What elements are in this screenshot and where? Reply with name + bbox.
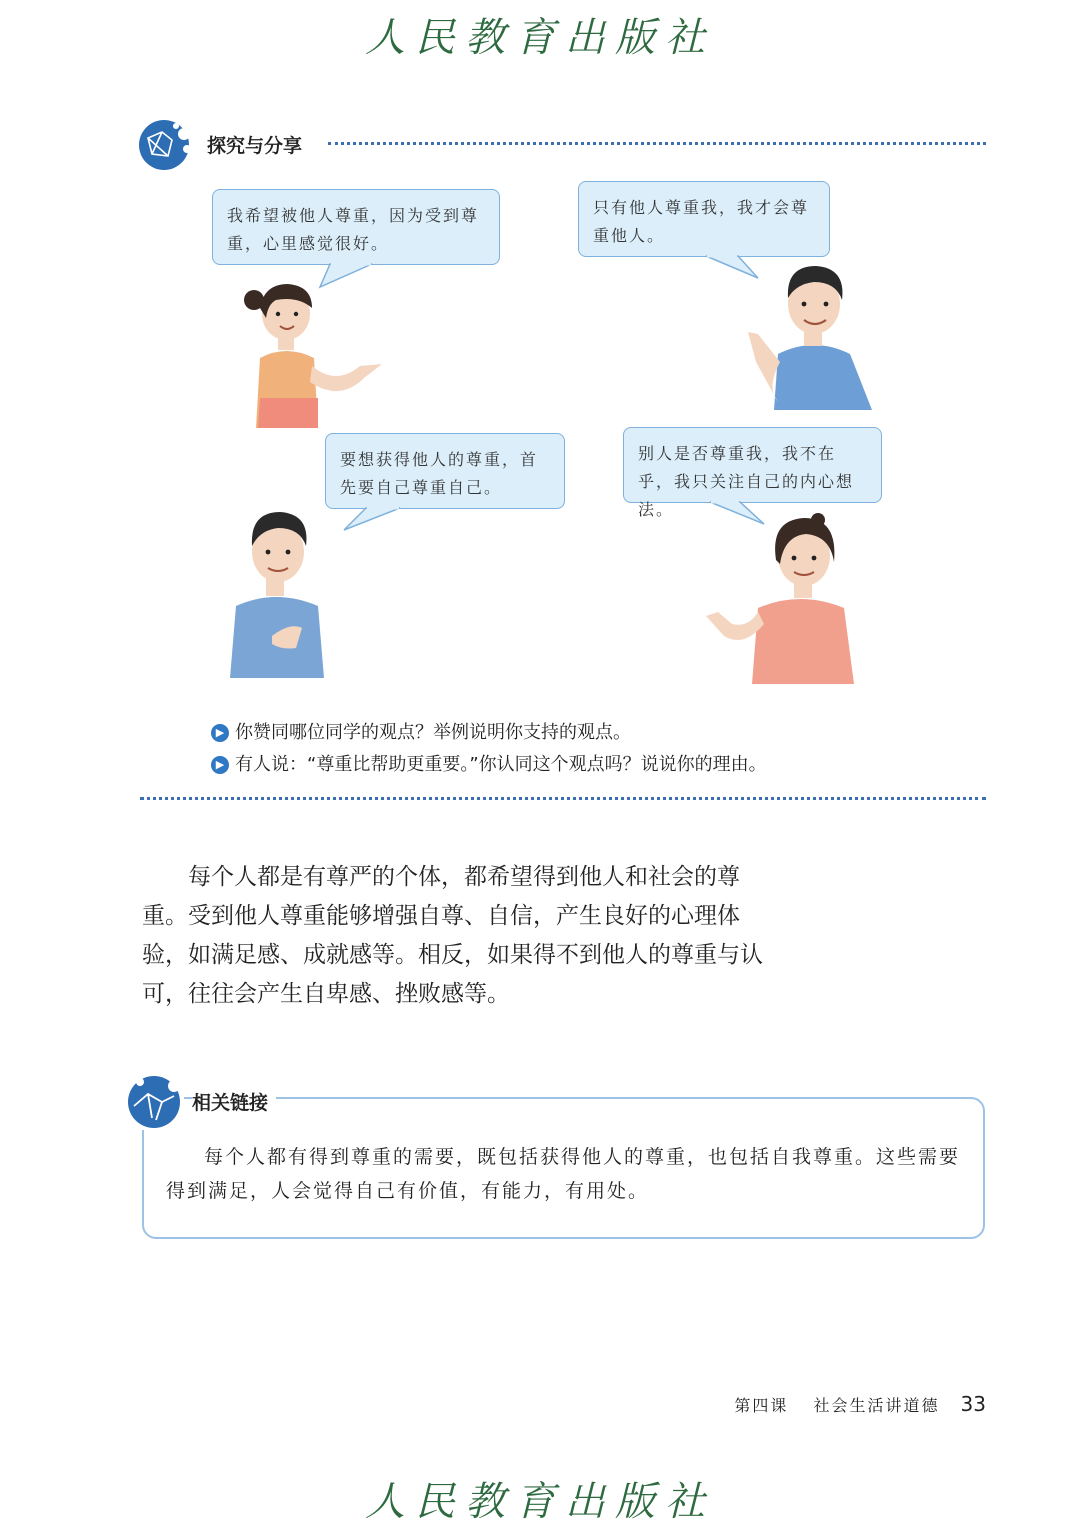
bubble-tails <box>0 0 1080 560</box>
question-text: 有人说：“尊重比帮助更重要。”你认同这个观点吗？说说你的理由。 <box>235 754 767 775</box>
student-girl-ponytail <box>236 278 386 428</box>
publisher-watermark: 人民教育出版社 <box>365 1479 715 1525</box>
related-link-content <box>166 1140 966 1208</box>
bubble-text: 只有他人尊重我，我才会尊重他人。 <box>593 198 810 245</box>
related-link-text: 每个人都有得到尊重的需要，既包括获得他人的尊重，也包括自我尊重。这些需要得到满足，人会觉得自己有价值，有能力，有用处。 <box>166 1146 961 1202</box>
bubble-text: 别人是否尊重我，我不在乎，我只关注自己的内心想法。 <box>638 444 855 519</box>
student-boy-blue-shirt <box>744 262 874 410</box>
student-girl-pink-shirt <box>704 512 858 684</box>
question-text: 你赞同哪位同学的观点？举例说明你支持的观点。 <box>235 722 631 743</box>
chapter-title: 社会生活讲道德 <box>813 1396 940 1415</box>
question-1 <box>211 718 631 744</box>
related-link-title: 相关链接 <box>192 1088 276 1115</box>
page-footer <box>734 1392 986 1416</box>
body-paragraph <box>142 858 782 1014</box>
section-divider <box>140 797 986 800</box>
publisher-watermark: 人民教育出版社 <box>365 15 715 61</box>
explore-section-title: 探究与分享 <box>207 135 303 157</box>
lesson-label: 第四课 <box>734 1396 789 1415</box>
question-2 <box>211 750 767 776</box>
bubble-text: 我希望被他人尊重，因为受到尊重，心里感觉很好。 <box>227 206 480 253</box>
body-text: 每个人都是有尊严的个体，都希望得到他人和社会的尊重。受到他人尊重能够增强自尊、自信，产生良好的心理体验，如满足感、成就感等。相反，如果得不到他人的尊重与认可，往往会产生自卑感、挫败感等。 <box>142 864 763 1007</box>
chevron-right-icon: ▶ <box>211 724 229 742</box>
bubble-text: 要想获得他人的尊重，首先要自己尊重自己。 <box>340 450 539 497</box>
student-boy-hand-on-chest <box>226 510 336 678</box>
related-link-icon <box>126 1072 184 1130</box>
chevron-right-icon: ▶ <box>211 756 229 774</box>
page-number: 33 <box>960 1392 986 1416</box>
